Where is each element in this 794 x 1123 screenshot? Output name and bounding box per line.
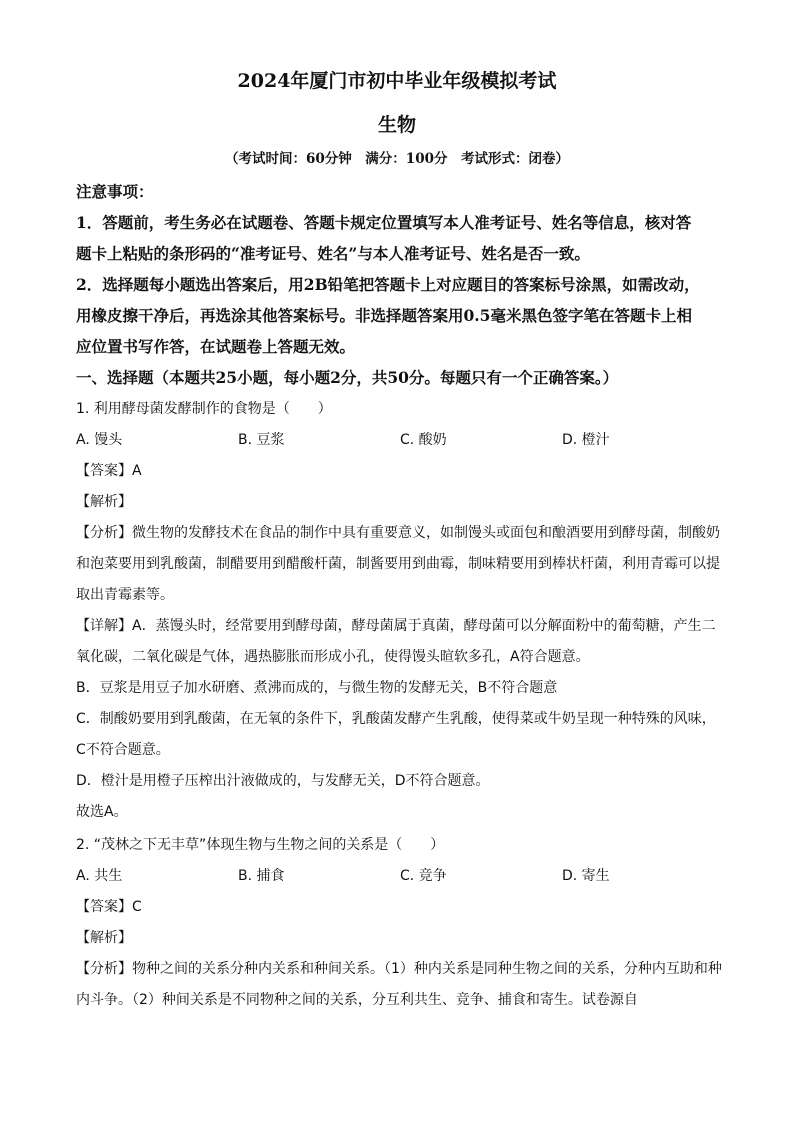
analysis-line: 【分析】物种之间的关系分种内关系和种间关系。（1）种内关系是同种生物之间的关系，分种内互助和种 — [76, 961, 722, 977]
option-a: A. 共生 — [76, 868, 123, 884]
option-b: B. 豆浆 — [238, 432, 285, 448]
question-2-stem: 2. “茂林之下无丰草”体现生物与生物之间的关系是（ ） — [76, 837, 445, 853]
notice-item-1-line-1: 1．答题前，考生务必在试题卷、答题卡规定位置填写本人准考证号、姓名等信息，核对答 — [76, 213, 692, 232]
detail-line: D．橙汁是用橙子压榨出汁液做成的，与发酵无关，D不符合题意。 — [76, 773, 490, 789]
analysis-label: 【解析】 — [76, 930, 132, 946]
analysis-line: 取出青霉素等。 — [76, 587, 174, 603]
detail-line: 【详解】A．蒸馒头时，经常要用到酵母菌，酵母菌属于真菌，酵母菌可以分解面粉中的葡萄糖，产生二 — [76, 618, 716, 634]
option-d: D. 寄生 — [562, 868, 610, 884]
question-2 — [76, 830, 726, 1016]
detail-line: B．豆浆是用豆子加水研磨、煮沸而成的，与微生物的发酵无关，B不符合题意 — [76, 680, 558, 696]
exam-info: （考试时间：60分钟 满分：100分 考试形式：闭卷） — [225, 151, 569, 167]
question-1-stem: 1. 利用酵母菌发酵制作的食物是（ ） — [76, 401, 332, 417]
detail-line: C．制酸奶要用到乳酸菌，在无氧的条件下，乳酸菌发酵产生乳酸，使得菜或牛奶呈现一种特殊的风味， — [76, 711, 716, 727]
notice-section — [76, 176, 726, 393]
conclusion: 故选A。 — [76, 804, 128, 820]
option-b: B. 捕食 — [238, 868, 285, 884]
question-1 — [76, 394, 726, 828]
notice-item-2-line-1: 2．选择题每小题选出答案后，用2B铅笔把答题卡上对应题目的答案标号涂黑，如需改动， — [76, 275, 700, 294]
option-c: C. 竞争 — [400, 868, 447, 884]
notice-heading: 注意事项： — [76, 182, 154, 201]
question-2-options — [76, 861, 726, 892]
answer-label: 【答案】A — [76, 463, 142, 479]
detail-line: C不符合题意。 — [76, 742, 170, 758]
question-1-options — [76, 425, 726, 456]
analysis-line: 【分析】微生物的发酵技术在食品的制作中具有重要意义，如制馒头或面包和酿酒要用到酵母菌，制酸奶 — [76, 525, 720, 541]
notice-item-2-line-3: 应位置书写作答，在试题卷上答题无效。 — [76, 337, 356, 356]
notice-item-1-line-2: 题卡上粘贴的条形码的“准考证号、姓名”与本人准考证号、姓名是否一致。 — [76, 244, 590, 263]
option-a: A. 馒头 — [76, 432, 123, 448]
subject-title: 生物 — [377, 114, 416, 136]
analysis-line: 内斗争。（2）种间关系是不同物种之间的关系，分互利共生、竞争、捕食和寄生。试卷源自 — [76, 992, 638, 1008]
detail-line: 氧化碳，二氧化碳是气体，遇热膨胀而形成小孔，使得馒头暄软多孔，A符合题意。 — [76, 649, 590, 665]
option-c: C. 酸奶 — [400, 432, 447, 448]
analysis-label: 【解析】 — [76, 494, 132, 510]
option-d: D. 橙汁 — [562, 432, 610, 448]
notice-item-2-line-2: 用橡皮擦干净后，再选涂其他答案标号。非选择题答案用0.5毫米黑色签字笔在答题卡上相 — [76, 306, 692, 325]
answer-label: 【答案】C — [76, 899, 142, 915]
exam-title: 2024年厦门市初中毕业年级模拟考试 — [237, 70, 557, 92]
analysis-line: 和泡菜要用到乳酸菌，制醋要用到醋酸杆菌，制酱要用到曲霉，制味精要用到棒状杆菌，利用青霉可以提 — [76, 556, 720, 572]
section-1-heading: 一、选择题（本题共25小题，每小题2分，共50分。每题只有一个正确答案。） — [76, 368, 619, 387]
